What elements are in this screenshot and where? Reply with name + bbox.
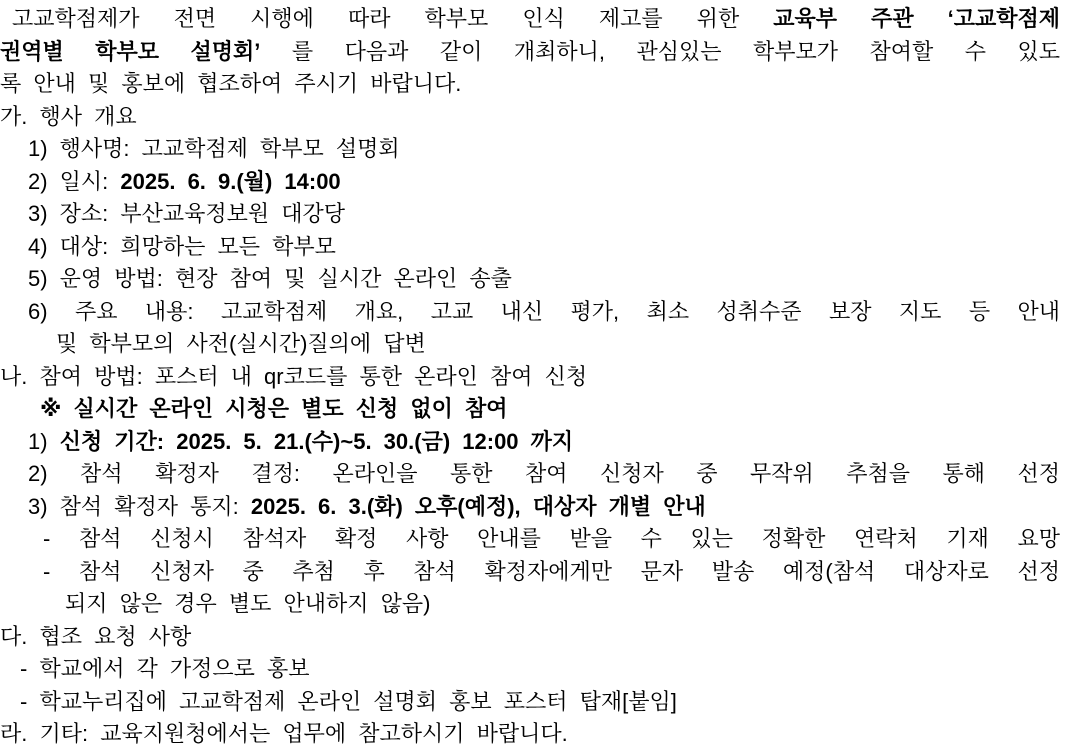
text-run: 록 안내 및 홍보에 협조하여 주시기 바랍니다. <box>0 71 462 96</box>
item-promo-home <box>0 653 1060 686</box>
note-online-viewing <box>0 393 1060 426</box>
text-run: 되지 않은 경우 별도 안내하지 않음) <box>65 591 431 616</box>
item-event-audience <box>0 231 1060 264</box>
text-run-bold: 2025. 6. 9.(월) 14:00 <box>120 168 341 194</box>
section-ga-heading <box>0 101 1060 134</box>
text-run: 3) 장소: 부산교육정보원 대강당 <box>28 201 346 226</box>
item-event-topics-continuation <box>0 328 1060 361</box>
item-event-format <box>0 263 1060 296</box>
text-run-bold: 권역별 학부모 설명회’ <box>0 38 261 64</box>
item-event-venue <box>0 198 1060 231</box>
sub-note-sms-continuation <box>0 588 1060 621</box>
text-run: - 학교에서 각 가정으로 홍보 <box>20 656 310 681</box>
section-da-heading <box>0 621 1060 654</box>
text-run: 를 다음과 같이 개최하니, 관심있는 학부모가 참여할 수 있도 <box>260 38 1060 64</box>
text-run-bold: 교육부 주관 ‘고교학점제 <box>773 6 1060 31</box>
text-run: 6) 주요 내용: 고교학점제 개요, 고교 내신 평가, 최소 성취수준 보장 지도 등 안내 <box>28 298 1060 324</box>
item-selection-method <box>0 458 1060 491</box>
item-notification <box>0 491 1060 524</box>
text-run-bold: 2025. 6. 3.(화) 오후(예정), 대상자 개별 안내 <box>250 493 706 519</box>
text-run: - 참석 신청자 중 추첨 후 참석 확정자에게만 문자 발송 예정(참석 대상자로 선정 <box>43 558 1060 584</box>
item-application-period <box>0 426 1060 459</box>
item-promo-website <box>0 686 1060 719</box>
text-run: 2) 일시: <box>28 168 121 194</box>
text-run: 1) 행사명: 고교학점제 학부모 설명회 <box>28 136 400 161</box>
text-run: 및 학부모의 사전(실시간)질의에 답변 <box>56 331 426 356</box>
sub-note-contact <box>0 523 1060 556</box>
section-na-heading <box>0 361 1060 394</box>
section-ra-etc <box>0 718 1060 751</box>
text-run: 2) 참석 확정자 결정: 온라인을 통한 참여 신청자 중 무작위 추첨을 통해 선정 <box>28 461 1060 486</box>
item-event-name <box>0 133 1060 166</box>
item-event-datetime <box>0 166 1060 199</box>
text-run: 4) 대상: 희망하는 모든 학부모 <box>28 233 336 259</box>
intro-line-2 <box>0 36 1060 69</box>
intro-line-1 <box>0 3 1060 36</box>
text-run: 3) 참석 확정자 통지: <box>28 493 251 519</box>
intro-line-3 <box>0 68 1060 101</box>
text-run: 1) <box>28 428 60 454</box>
text-run: 나. 참여 방법: 포스터 내 qr코드를 통한 온라인 참여 신청 <box>0 363 588 389</box>
text-run: 라. 기타: 교육지원청에서는 업무에 참고하시기 바랍니다. <box>0 721 568 746</box>
text-run: 5) 운영 방법: 현장 참여 및 실시간 온라인 송출 <box>28 266 512 291</box>
sub-note-sms <box>0 556 1060 589</box>
text-run: - 참석 신청시 참석자 확정 사항 안내를 받을 수 있는 정확한 연락처 기재 요망 <box>43 526 1060 551</box>
text-run: 고교학점제가 전면 시행에 따라 학부모 인식 제고를 위한 <box>12 6 774 31</box>
text-run: 가. 행사 개요 <box>0 103 137 129</box>
text-run-bold: 신청 기간: 2025. 5. 21.(수)~5. 30.(금) 12:00 까지 <box>59 428 574 454</box>
text-run: 다. 협조 요청 사항 <box>0 623 192 649</box>
item-event-topics <box>0 296 1060 329</box>
text-run-bold: ※ 실시간 온라인 시청은 별도 신청 없이 참여 <box>40 396 508 421</box>
text-run: - 학교누리집에 고교학점제 온라인 설명회 홍보 포스터 탑재[붙임] <box>20 688 677 714</box>
